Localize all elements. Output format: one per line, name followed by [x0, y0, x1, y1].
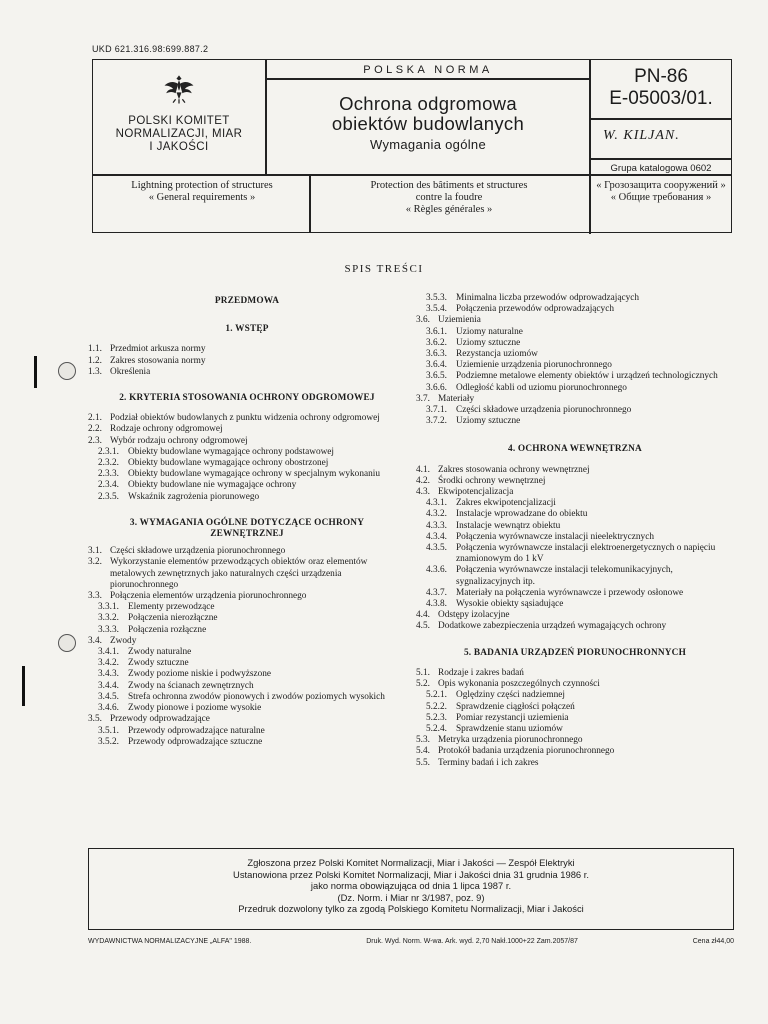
toc-item: 4.5. Dodatkowe zabezpieczenia urządzeń wymagających ochrony: [416, 621, 667, 632]
toc-item: 5.3. Metryka urządzenia piorunochronnego: [416, 735, 583, 746]
toc-subitem: 2.3.3. Obiekty budowlane wymagające ochrony w specjalnym wykonaniu: [98, 469, 380, 480]
header-box: [92, 59, 732, 233]
toc-item: 5.4. Protokół badania urządzenia piorunochronnego: [416, 746, 615, 757]
toc-subitem: 3.4.4. Zwody na ścianach zewnętrznych: [98, 680, 254, 691]
toc-subitem: 3.7.1. Części składowe urządzenia piorunochronnego: [426, 405, 632, 416]
toc-subitem: 3.6.6. Odległość kabli od uziomu piorunochronnego: [426, 382, 627, 393]
toc-subitem: 4.3.6. Połączenia wyrównawcze instalacji telekomunikacyjnych, sygnalizacyjnych itp.: [426, 565, 673, 587]
toc-subitem: 3.6.4. Uziemienie urządzenia piorunochronnego: [426, 360, 612, 371]
footer-line-5: Przedruk dozwolony tylko za zgodą Polskiego Komitetu Normalizacji, Miar i Jakości: [238, 903, 584, 914]
toc-subitem: 3.5.1. Przewody odprowadzające naturalne: [98, 725, 265, 736]
toc-subitem: 3.3.2. Połączenia nierozłączne: [98, 613, 218, 624]
toc-subitem: 2.3.1. Obiekty budowlane wymagające ochrony podstawowej: [98, 446, 335, 457]
toc-subitem: 3.5.2. Przewody odprowadzające sztuczne: [98, 736, 263, 747]
committee-line-1: POLSKI KOMITET: [128, 115, 230, 127]
french-title-line-1: Protection des bâtiments et structures: [370, 180, 528, 191]
toc-item: 1.2. Zakres stosowania normy: [88, 355, 206, 366]
toc-subitem: 3.4.1. Zwody naturalne: [98, 647, 192, 658]
russian-title-line-2: « Общие требования »: [610, 192, 712, 203]
toc-item: 4.2. Środki ochrony wewnętrznej: [416, 475, 546, 486]
print-info-line: [88, 938, 734, 945]
toc-subitem: 3.6.1. Uziomy naturalne: [426, 326, 523, 337]
print-details: Druk. Wyd. Norm. W-wa. Ark. wyd. 2,70 Nakł.1000+22 Zam.2057/87: [366, 938, 578, 945]
handwritten-signature: W. KILJAN.: [603, 128, 680, 143]
toc-item: 5.5. Terminy badań i ich zakres: [416, 757, 539, 768]
toc-section-3-heading-2: ZEWNĘTRZNEJ: [210, 529, 284, 540]
toc-section-2-heading: 2. KRYTERIA STOSOWANIA OCHRONY ODGROMOWEJ: [119, 393, 375, 404]
toc-item: 2.1. Podział obiektów budowlanych z punktu widzenia ochrony odgromowej: [88, 413, 380, 424]
toc-left-column: [88, 293, 406, 748]
toc-item: 3.6. Uziemienia: [416, 315, 481, 326]
toc-subitem: 5.2.3. Pomiar rezystancji uziemienia: [426, 712, 569, 723]
french-title-line-2: contre la foudre: [415, 192, 483, 203]
toc-right-column: [416, 293, 734, 769]
toc-subitem: 3.6.3. Rezystancja uziomów: [426, 349, 538, 360]
toc-subitem: 3.6.2. Uziomy sztuczne: [426, 337, 521, 348]
toc-item: 4.3. Ekwipotencjalizacja: [416, 487, 514, 498]
polska-norma-label: POLSKA NORMA: [363, 64, 493, 76]
toc-section-5-heading: 5. BADANIA URZĄDZEŃ PIORUNOCHRONNYCH: [463, 647, 687, 658]
toc-item: 5.1. Rodzaje i zakres badań: [416, 667, 524, 678]
title-line-2: obiektów budowlanych: [331, 113, 525, 134]
binder-mark: [34, 356, 37, 388]
toc-subitem: 3.5.3. Minimalna liczba przewodów odprowadzających: [426, 293, 640, 303]
russian-title: [591, 180, 731, 204]
grupa-katalogowa: Grupa katalogowa 0602: [610, 163, 712, 174]
toc-subitem: 3.5.4. Połączenia przewodów odprowadzających: [426, 304, 614, 315]
english-title-line-2: « General requirements »: [148, 192, 256, 203]
english-title-line-1: Lightning protection of structures: [131, 180, 273, 191]
toc-subitem: 3.4.3. Zwody poziome niskie i podwyższone: [98, 669, 272, 680]
toc-item: 1.3. Określenia: [88, 366, 151, 377]
spis-tresci-heading: SPIS TREŚCI: [344, 263, 424, 275]
toc-subitem: 4.3.3. Instalacje wewnątrz obiektu: [426, 520, 561, 531]
toc-item: 3.7. Materiały: [416, 393, 475, 404]
committee-line-2: NORMALIZACJI, MIAR: [115, 128, 243, 140]
toc-item: 3.1. Części składowe urządzenia piorunochronnego: [88, 546, 286, 557]
toc-section-1-heading: 1. WSTĘP: [225, 324, 269, 335]
toc-subitem: 3.7.2. Uziomy sztuczne: [426, 416, 521, 427]
toc-item: 5.2. Opis wykonania poszczególnych czynności: [416, 679, 600, 690]
toc-subitem: 2.3.5. Wskaźnik zagrożenia piorunowego: [98, 491, 260, 502]
toc-przedmowa: PRZEDMOWA: [214, 296, 280, 306]
toc-item: 3.5. Przewody odprowadzające: [88, 714, 210, 725]
toc-subitem: 2.3.4. Obiekty budowlane nie wymagające ochrony: [98, 480, 297, 491]
toc-subitem: 4.3.2. Instalacje wprowadzane do obiektu: [426, 509, 588, 520]
toc-subitem: 5.2.2. Sprawdzenie ciągłości połączeń: [426, 701, 575, 712]
toc-subitem: 4.3.1. Zakres ekwipotencjalizacji: [426, 498, 556, 509]
binder-mark: [22, 666, 25, 706]
footer-line-2: Ustanowiona przez Polski Komitet Normalizacji, Miar i Jakości dnia 31 grudnia 1986 r.: [233, 868, 589, 880]
binder-hole-icon: [58, 362, 76, 380]
toc-section-3-heading-1: 3. WYMAGANIA OGÓLNE DOTYCZĄCE OCHRONY: [129, 517, 365, 528]
pn-number: [591, 66, 731, 110]
toc-item: 2.3. Wybór rodzaju ochrony odgromowej: [88, 435, 248, 446]
toc-item: 3.3. Połączenia elementów urządzenia piorunochronnego: [88, 591, 307, 602]
toc-item: 4.4. Odstępy izolacyjne: [416, 610, 510, 621]
toc-subitem: 4.3.4. Połączenia wyrównawcze instalacji nieelektrycznych: [426, 531, 654, 542]
toc-subitem: 3.3.1. Elementy przewodzące: [98, 602, 215, 613]
toc-subitem: 3.4.6. Zwody pionowe i poziome wysokie: [98, 703, 262, 714]
toc-subitem: 3.3.3. Połączenia rozłączne: [98, 624, 207, 635]
toc-item: 3.2. Wykorzystanie elementów przewodzących obiektów oraz elementów metalowych zewnętrznych jako naturalnych części urządzenia piorunochronnego: [88, 557, 368, 590]
toc-subitem: 2.3.2. Obiekty budowlane wymagające ochrony obostrzonej: [98, 458, 329, 469]
toc-subitem: 5.2.1. Oględziny części nadziemnej: [426, 690, 565, 701]
toc-subitem: 3.4.2. Zwody sztuczne: [98, 658, 189, 669]
committee-line-3: I JAKOŚCI: [149, 141, 209, 153]
toc-item: 3.4. Zwody: [88, 635, 137, 646]
toc-subitem: 4.3.8. Wysokie obiekty sąsiadujące: [426, 599, 564, 610]
pn-line-2: E-05003/01.: [609, 88, 713, 109]
committee-block: [93, 60, 265, 174]
french-title: [311, 180, 587, 216]
eagle-emblem-icon: [162, 72, 196, 106]
binder-hole-icon: [58, 634, 76, 652]
footer-line-1: Zgłoszona przez Polski Komitet Normalizacji, Miar i Jakości — Zespół Elektryki: [247, 857, 575, 868]
pn-line-1: PN-86: [634, 66, 688, 87]
subtitle: Wymagania ogólne: [370, 137, 486, 152]
toc-item: 2.2. Rodzaje ochrony odgromowej: [88, 424, 223, 435]
french-title-line-3: « Règles générales »: [405, 204, 493, 215]
title-block: [267, 94, 589, 152]
toc-subitem: 5.2.4. Sprawdzenie stanu uziomów: [426, 723, 563, 734]
udk-code: UKD 621.316.98:699.887.2: [92, 44, 209, 54]
toc-item: 1.1. Przedmiot arkusza normy: [88, 344, 206, 355]
russian-title-line-1: « Грозозащита сооружений »: [596, 180, 726, 191]
toc-subitem: 3.4.5. Strefa ochronna zwodów pionowych i zwodów poziomych wysokich: [98, 691, 385, 702]
english-title: [97, 180, 307, 204]
toc-subitem: 4.3.7. Materiały na połączenia wyrównawcze i przewody osłonowe: [426, 587, 684, 598]
title-line-1: Ochrona odgromowa: [339, 93, 517, 114]
footer-line-3: jako norma obowiązująca od dnia 1 lipca 1987 r.: [310, 880, 512, 891]
toc-section-4-heading: 4. OCHRONA WEWNĘTRZNA: [508, 444, 642, 455]
toc-subitem: 4.3.5. Połączenia wyrównawcze instalacji elektroenergetycznych o napięciu znamionowym do 1 kV: [426, 543, 716, 565]
toc-subitem: 3.6.5. Podziemne metalowe elementy obiektów i urządzeń technologicznych: [426, 371, 718, 382]
publisher: WYDAWNICTWA NORMALIZACYJNE „ALFA" 1988.: [88, 938, 252, 945]
footer-box: [88, 848, 734, 930]
price: Cena zł44,00: [692, 938, 734, 945]
toc-item: 4.1. Zakres stosowania ochrony wewnętrznej: [416, 464, 590, 475]
footer-line-4: (Dz. Norm. i Miar nr 3/1987, poz. 9): [337, 891, 485, 903]
